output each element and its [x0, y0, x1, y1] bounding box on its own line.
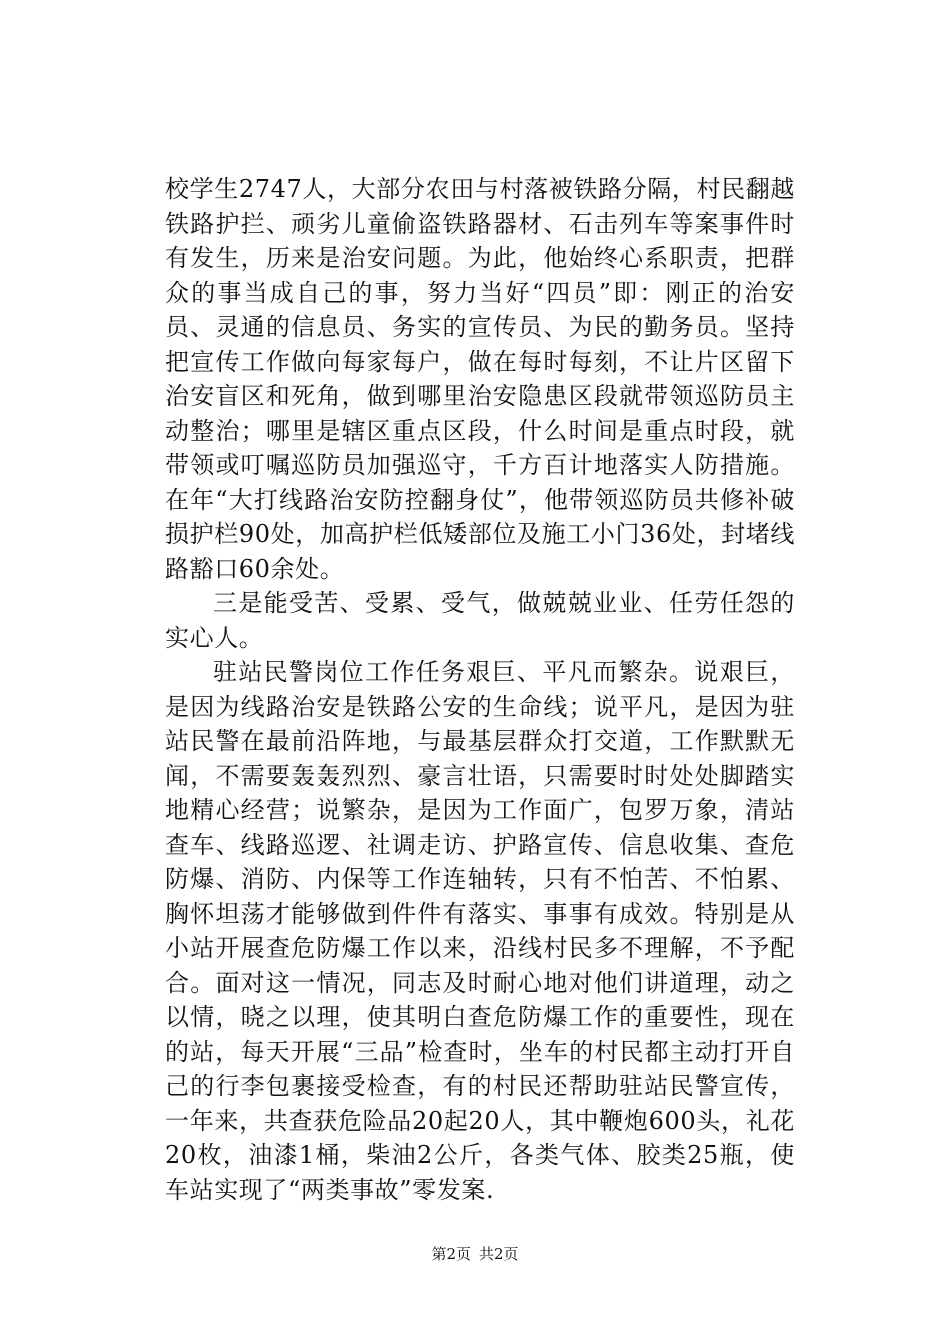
page-footer [0, 1244, 950, 1264]
paragraph-1: 校学生2747人，大部分农田与村落被铁路分隔，村民翻越铁路护拦、顽劣儿童偷盗铁路器材、石击列车等案事件时有发生，历来是治安问题。为此，他始终心系职责，把群众的事当成自己的事，努力当好“四员”即：刚正的治安员、灵通的信息员、务实的宣传员、为民的勤务员。坚持把宣传工作做向每家每户，做在每时每刻，不让片区留下治安盲区和死角，做到哪里治安隐患区段就带领巡防员主动整治；哪里是辖区重点区段，什么时间是重点时段，就带领或叮嘱巡防员加强巡守，千方百计地落实人防措施。在年“大打线路治安防控翻身仗”，他带领巡防员共修补破损护栏90处，加高护栏低矮部位及施工小门36处，封堵线路豁口60余处。 [165, 175, 795, 583]
document-body [165, 172, 795, 1207]
paragraph-2: 三是能受苦、受累、受气，做兢兢业业、任劳任怨的实心人。 [165, 589, 795, 652]
paragraph-3: 驻站民警岗位工作任务艰巨、平凡而繁杂。说艰巨，是因为线路治安是铁路公安的生命线；说平凡，是因为驻站民警在最前沿阵地，与最基层群众打交道，工作默默无闻，不需要轰轰烈烈、豪言壮语，只需要时时处处脚踏实地精心经营；说繁杂，是因为工作面广，包罗万象，清站查车、线路巡逻、社调走访、护路宣传、信息收集、查危防爆、消防、内保等工作连轴转，只有不怕苦、不怕累、胸怀坦荡才能够做到件件有落实、事事有成效。特别是从小站开展查危防爆工作以来，沿线村民多不理解，不予配合。面对这一情况，同志及时耐心地对他们讲道理，动之以情，晓之以理，使其明白查危防爆工作的重要性，现在的站，每天开展“三品”检查时，坐车的村民都主动打开自己的行李包裹接受检查，有的村民还帮助驻站民警宣传，一年来，共查获危险品20起20人，其中鞭炮600头，礼花20枚，油漆1桶，柴油2公斤，各类气体、胶类25瓶，使车站实现了“两类事故”零发案. [165, 658, 795, 1204]
page-number: 第2页 [431, 1245, 471, 1263]
page-total: 共2页 [479, 1245, 519, 1263]
